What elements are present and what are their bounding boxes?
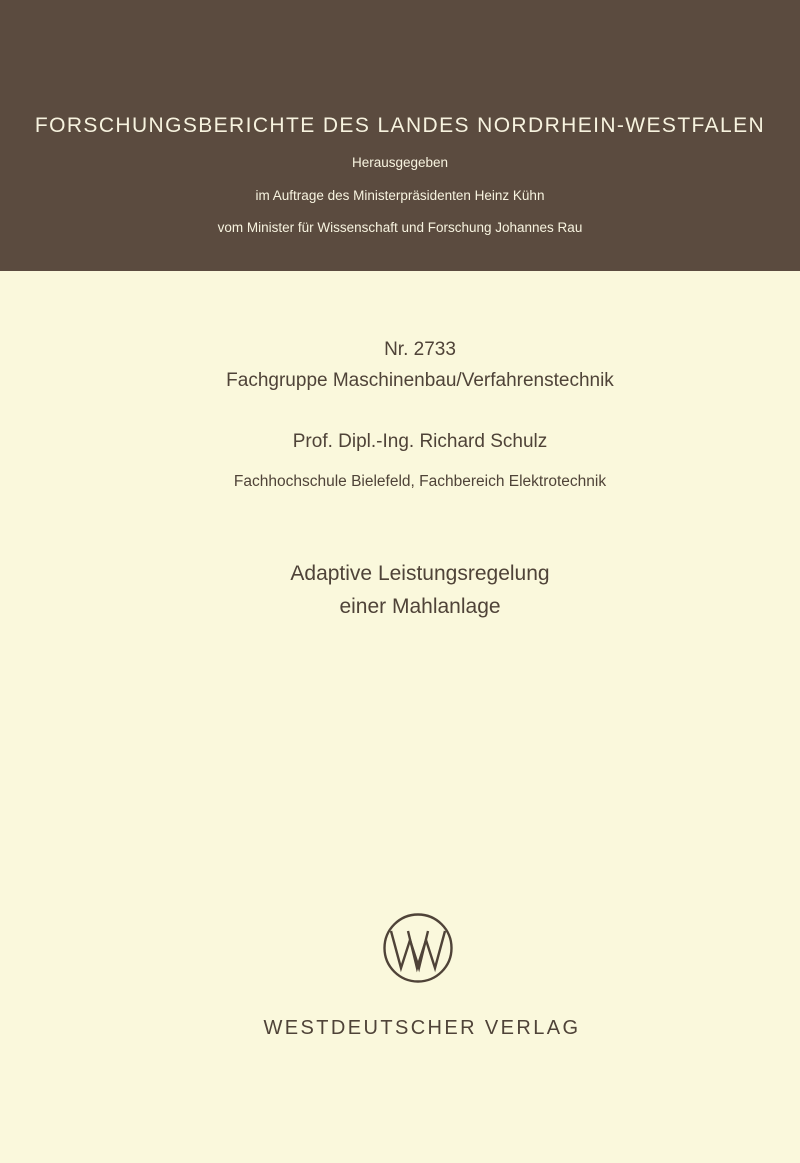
series-title: FORSCHUNGSBERICHTE DES LANDES NORDRHEIN-WESTFALEN: [34, 114, 766, 137]
editor-note-line-1: im Auftrage des Ministerpräsidenten Heinz Kühn: [255, 188, 545, 203]
report-number: Nr. 2733: [384, 339, 456, 360]
publisher-name: WESTDEUTSCHER VERLAG: [263, 1017, 581, 1039]
author-affiliation: Fachhochschule Bielefeld, Fachbereich Elektrotechnik: [233, 473, 607, 490]
subject-group: Fachgruppe Maschinenbau/Verfahrenstechnik: [226, 370, 614, 391]
editor-note-heading: Herausgegeben: [351, 155, 449, 170]
editor-note-line-2: vom Minister für Wissenschaft und Forschung Johannes Rau: [217, 220, 583, 235]
book-title-line-2: einer Mahlanlage: [339, 595, 501, 618]
wv-circle-logo-icon: [382, 912, 454, 984]
author-name: Prof. Dipl.-Ing. Richard Schulz: [292, 431, 548, 452]
book-title-line-1: Adaptive Leistungsregelung: [290, 562, 550, 585]
series-header-band: [0, 0, 800, 271]
